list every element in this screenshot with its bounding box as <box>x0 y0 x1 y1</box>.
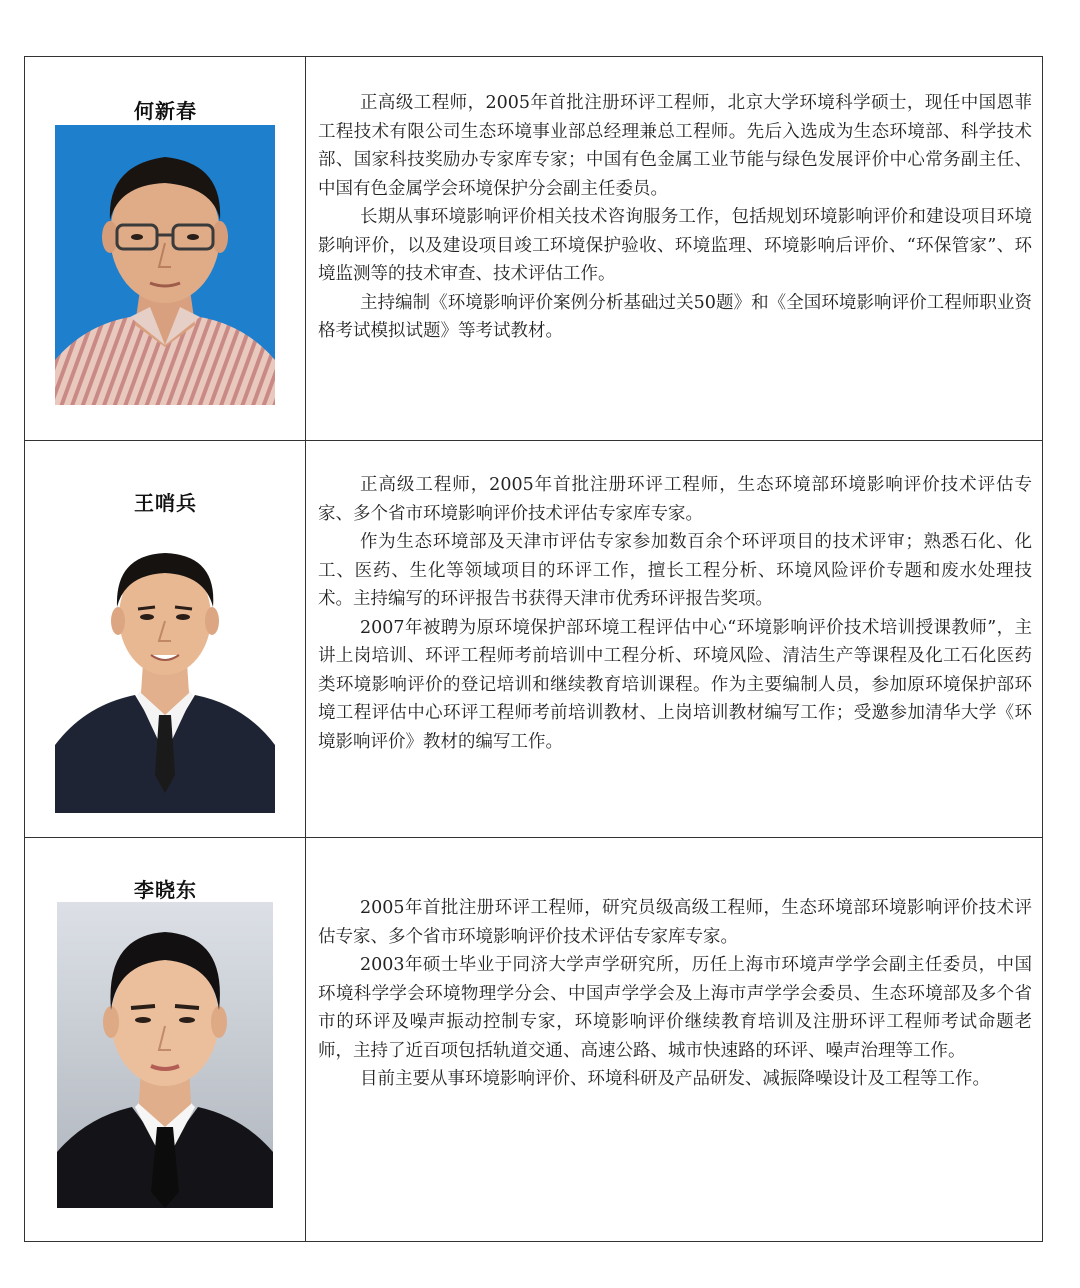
bio-text <box>306 57 1042 346</box>
portrait-image <box>55 125 275 405</box>
bio-paragraph: 正高级工程师，2005年首批注册环评工程师，生态环境部环境影响评价技术评估专家、多个省市环境影响评价技术评估专家库专家。 <box>318 475 1032 524</box>
profile-identity-cell <box>25 57 306 441</box>
profile-identity-cell <box>25 838 306 1242</box>
bio-paragraph: 目前主要从事环境影响评价、环境科研及产品研发、减振降噪设计及工程等工作。 <box>360 1069 990 1089</box>
bio-paragraph: 2003年硕士毕业于同济大学声学研究所，历任上海市环境声学学会副主任委员，中国环境科学学会环境物理学分会、中国声学学会及上海市声学学会委员、生态环境部及多个省市的环评及噪声振动控制专家，环境影响评价继续教育培训及注册环评工程师考试命题老师，主持了近百项包括轨道交通、高速公路、城市快速路的环评、噪声治理等工作。 <box>318 955 1032 1061</box>
person-photo <box>55 125 275 405</box>
bio-text <box>306 441 1042 756</box>
person-name: 王哨兵 <box>134 491 197 515</box>
profile-row <box>25 838 1043 1242</box>
bio-paragraph: 正高级工程师，2005年首批注册环评工程师，北京大学环境科学硕士，现任中国恩菲工程技术有限公司生态环境事业部总经理兼总工程师。先后入选成为生态环境部、科学技术部、国家科技奖励办专家库专家；中国有色金属工业节能与绿色发展评价中心常务副主任、中国有色金属学会环境保护分会副主任委员。 <box>318 93 1032 199</box>
bio-paragraph: 作为生态环境部及天津市评估专家参加数百余个环评项目的技术评审；熟悉石化、化工、医药、生化等领域项目的环评工作，擅长工程分析、环境风险评价专题和废水处理技术。主持编写的环评报告书获得天津市优秀环评报告奖项。 <box>318 532 1032 609</box>
profile-identity-cell <box>25 441 306 838</box>
bio-paragraph: 2005年首批注册环评工程师，研究员级高级工程师，生态环境部环境影响评价技术评估专家、多个省市环境影响评价技术评估专家库专家。 <box>318 898 1032 947</box>
profile-row <box>25 441 1043 838</box>
bio-text <box>306 838 1042 1094</box>
profile-bio-cell <box>306 838 1043 1242</box>
person-photo <box>57 902 273 1208</box>
person-name: 李晓东 <box>134 878 197 902</box>
person-name: 何新春 <box>134 99 197 123</box>
profile-bio-cell <box>306 57 1043 441</box>
profile-table <box>24 56 1043 1242</box>
bio-paragraph: 长期从事环境影响评价相关技术咨询服务工作，包括规划环境影响评价和建设项目环境影响评价，以及建设项目竣工环境保护验收、环境监理、环境影响后评价、“环保管家”、环境监测等的技术审查、技术评估工作。 <box>318 207 1032 284</box>
profile-row <box>25 57 1043 441</box>
portrait-image <box>57 902 273 1208</box>
person-photo <box>55 545 275 813</box>
profile-bio-cell <box>306 441 1043 838</box>
bio-paragraph: 2007年被聘为原环境保护部环境工程评估中心“环境影响评价技术培训授课教师”，主讲上岗培训、环评工程师考前培训中工程分析、环境风险、清洁生产等课程及化工石化医药类环境影响评价的登记培训和继续教育培训课程。作为主要编制人员，参加原环境保护部环境工程评估中心环评工程师考前培训教材、上岗培训教材编写工作；受邀参加清华大学《环境影响评价》教材的编写工作。 <box>318 617 1032 752</box>
portrait-image <box>55 545 275 813</box>
bio-paragraph: 主持编制《环境影响评价案例分析基础过关50题》和《全国环境影响评价工程师职业资格考试模拟试题》等考试教材。 <box>318 292 1032 341</box>
